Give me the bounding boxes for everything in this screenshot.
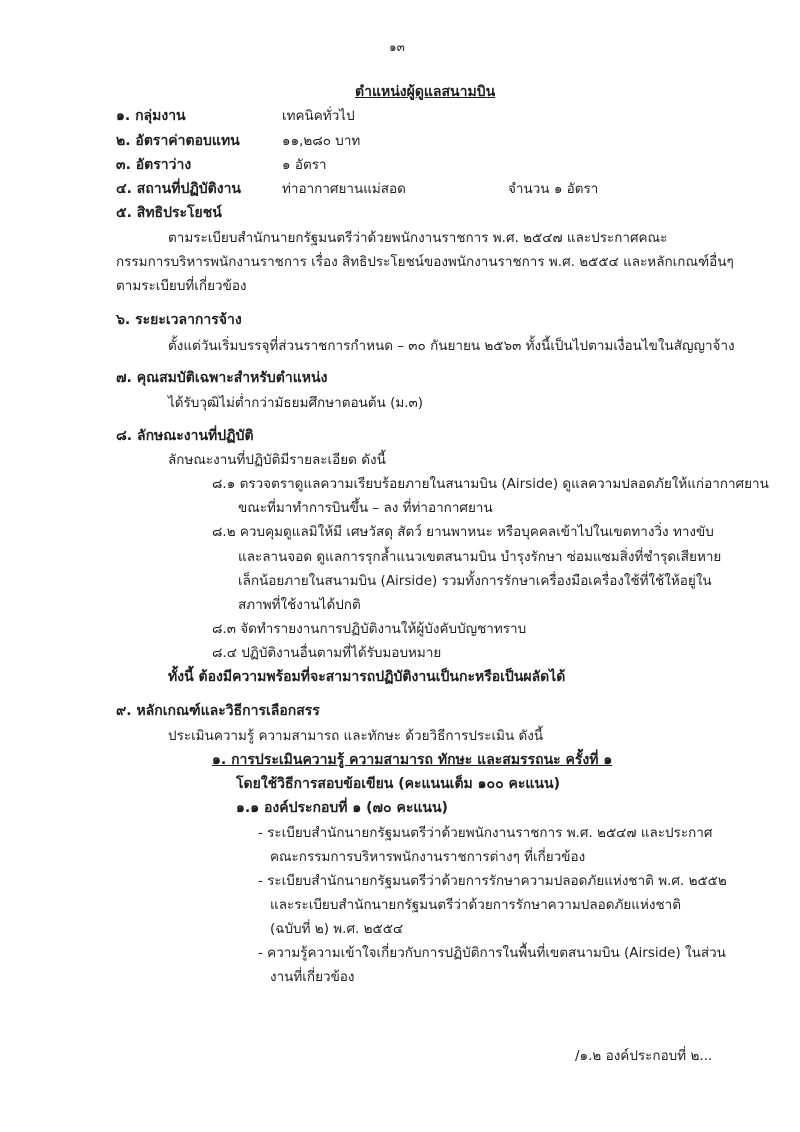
duty-item-line: ๘.๑ ตรวจตราดูแลความเรียบร้อยภายในสนามบิน (Airside) ดูแลความปลอดภัยให้แก่อากาศยาน [212, 476, 769, 492]
section-text-duration: ตั้งแต่วันเริ่มบรรจุที่ส่วนราชการกำหนด – ๓๐ กันยายน ๒๕๖๓ ทั้งนี้เป็นไปตามเงื่อนไขในสัญญาจ้าง [168, 338, 735, 354]
duty-item-line: เล็กน้อยภายในสนามบิน (Airside) รวมทั้งการรักษาเครื่องมือเครื่องใช้ที่ใช้ให้อยู่ใน [238, 573, 712, 589]
component-heading: ๑.๑ องค์ประกอบที่ ๑ (๗๐ คะแนน) [236, 800, 448, 816]
section-intro-duties: ลักษณะงานที่ปฏิบัติมีรายละเอียด ดังนี้ [168, 452, 386, 468]
field-label-pay: ๒. อัตราค่าตอบแทน [116, 133, 240, 149]
duty-item-line: ขณะที่มาทำการบินขึ้น – ลง ที่ท่าอากาศยาน [238, 500, 493, 516]
section-heading-selection: ๙. หลักเกณฑ์และวิธีการเลือกสรร [116, 703, 320, 719]
criteria-bullet-line: - ระเบียบสำนักนายกรัฐมนตรีว่าด้วยพนักงานราชการ พ.ศ. ๒๕๔๗ และประกาศ [258, 825, 713, 841]
section-heading-duration: ๖. ระยะเวลาการจ้าง [116, 312, 242, 328]
duty-item-line: และลานจอด ดูแลการรุกล้ำแนวเขตสนามบิน บำรุงรักษา ซ่อมแซมสิ่งที่ชำรุดเสียหาย [238, 549, 722, 565]
section-text-qualification: ได้รับวุฒิไม่ต่ำกว่ามัธยมศึกษาตอนต้น (ม.๓) [168, 395, 424, 411]
duty-item-line: สภาพที่ใช้งานได้ปกติ [238, 597, 361, 613]
duty-item-line: ๘.๓ จัดทำรายงานการปฏิบัติงานให้ผู้บังคับบัญชาทราบ [212, 621, 527, 637]
criteria-bullet-line: - ระเบียบสำนักนายกรัฐมนตรีว่าด้วยการรักษาความปลอดภัยแห่งชาติ พ.ศ. ๒๕๕๒ [258, 873, 727, 889]
duty-item-line: ๘.๒ ควบคุมดูแลมิให้มี เศษวัสดุ สัตว์ ยานพาหนะ หรือบุคคลเข้าไปในเขตทางวิ่ง ทางขับ [212, 524, 714, 540]
field-label-group: ๑. กลุ่มงาน [116, 108, 186, 124]
criteria-bullet-line: - ความรู้ความเข้าใจเกี่ยวกับการปฏิบัติการในพื้นที่เขตสนามบิน (Airside) ในส่วน [258, 945, 726, 961]
page-footer-continuation: /๑.๒ องค์ประกอบที่ ๒... [575, 1048, 713, 1064]
benefits-line: ตามระเบียบที่เกี่ยวข้อง [116, 278, 247, 294]
duties-note: ทั้งนี้ ต้องมีความพร้อมที่จะสามารถปฏิบัติงานเป็นกะหรือเป็นผลัดได้ [168, 669, 566, 685]
field-value-pay: ๑๑,๒๘๐ บาท [282, 133, 361, 149]
assessment-heading: ๑. การประเมินความรู้ ความสามารถ ทักษะ และสมรรถนะ ครั้งที่ ๑ [212, 752, 613, 768]
field-value-vacancy: ๑ อัตรา [282, 157, 327, 173]
section-intro-selection: ประเมินความรู้ ความสามารถ และทักษะ ด้วยวิธีการประเมิน ดังนี้ [168, 728, 544, 744]
benefits-line: ตามระเบียบสำนักนายกรัฐมนตรีว่าด้วยพนักงานราชการ พ.ศ. ๒๕๔๗ และประกาศคณะ [168, 230, 668, 246]
criteria-bullet-line: (ฉบับที่ ๒) พ.ศ. ๒๕๕๔ [270, 921, 404, 937]
benefits-line: กรรมการบริหารพนักงานราชการ เรื่อง สิทธิประโยชน์ของพนักงานราชการ พ.ศ. ๒๕๕๔ และหลักเกณฑ์อื่นๆ [116, 254, 734, 270]
duty-item-line: ๘.๔ ปฏิบัติงานอื่นตามที่ได้รับมอบหมาย [212, 645, 442, 661]
criteria-bullet-line: คณะกรรมการบริหารพนักงานราชการต่างๆ ที่เกี่ยวข้อง [270, 849, 586, 865]
field-label-workplace: ๔. สถานที่ปฏิบัติงาน [116, 181, 242, 197]
document-title: ตำแหน่งผู้ดูแลสนามบิน [355, 84, 496, 100]
section-heading-duties: ๘. ลักษณะงานที่ปฏิบัติ [116, 428, 254, 444]
assessment-method: โดยใช้วิธีการสอบข้อเขียน (คะแนนเต็ม ๑๐๐ คะแนน) [236, 776, 560, 792]
field-value-group: เทคนิคทั่วไป [282, 108, 355, 124]
field-label-vacancy: ๓. อัตราว่าง [116, 157, 192, 173]
field-label-benefits: ๕. สิทธิประโยชน์ [116, 205, 222, 221]
section-heading-qualification: ๗. คุณสมบัติเฉพาะสำหรับตำแหน่ง [116, 370, 328, 386]
field-extra-count: จำนวน ๑ อัตรา [508, 181, 599, 197]
criteria-bullet-line: งานที่เกี่ยวข้อง [270, 969, 355, 985]
page-number: ๑๓ [389, 40, 405, 54]
criteria-bullet-line: และระเบียบสำนักนายกรัฐมนตรีว่าด้วยการรักษาความปลอดภัยแห่งชาติ [270, 897, 681, 913]
field-value-workplace: ท่าอากาศยานแม่สอด [282, 181, 406, 197]
